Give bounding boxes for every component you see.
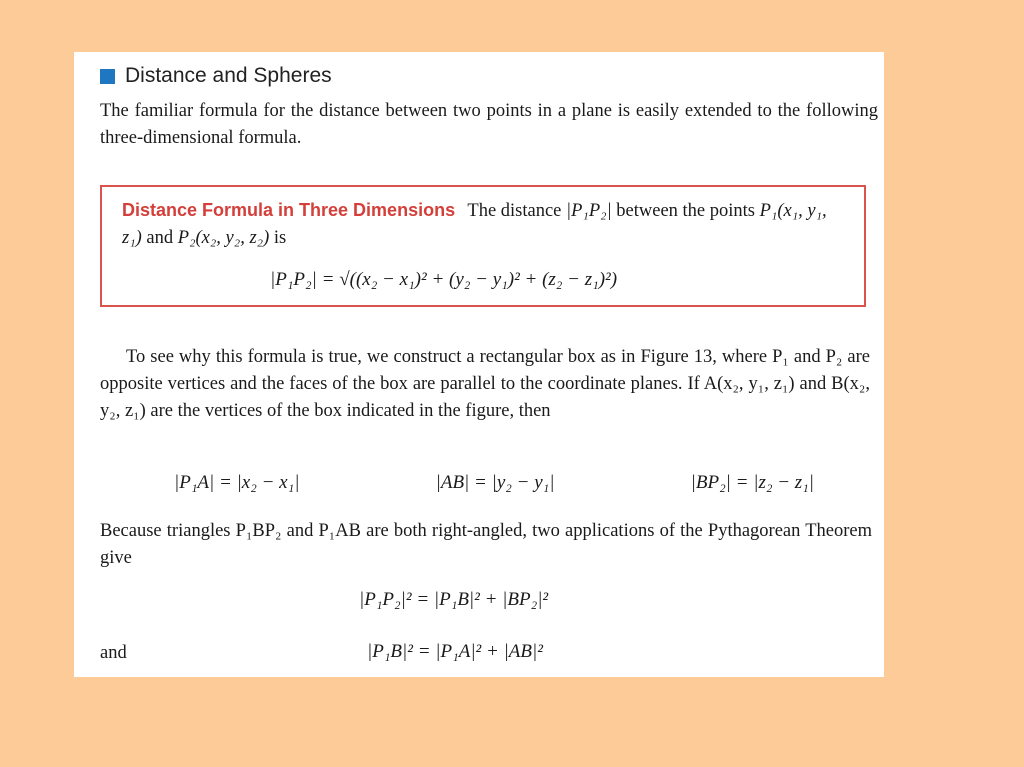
- box-text-3: and: [146, 228, 174, 248]
- box-text-1: The distance: [467, 201, 562, 221]
- explanation-text: To see why this formula is true, we construct a rectangular box as in Figure 13, where P₁ and P₂ are opposite vertices and the faces of the box are parallel to the coordinate planes. If A(x₂, y₁, z₁) and B(x₂, y₂, z₁) are the vertices of the box indicated in the figure, then: [100, 347, 870, 421]
- box-text-2: between the points: [616, 201, 755, 221]
- section-heading: [100, 64, 332, 88]
- and-label: and: [100, 643, 127, 663]
- equation-bp2: |BP₂| = |z₂ − z₁|: [690, 472, 814, 493]
- equation-p1a: |P₁A| = |x₂ − x₁|: [174, 472, 300, 493]
- section-square-icon: [100, 69, 115, 84]
- equation-ab: |AB| = |y₂ − y₁|: [435, 472, 555, 493]
- box-point-2: P₂(x₂, y₂, z₂): [177, 228, 270, 248]
- box-segment: |P₁P₂|: [566, 201, 612, 221]
- distance-formula-box: [100, 185, 866, 307]
- intro-paragraph: The familiar formula for the distance between two points in a plane is easily extended to the following three-dimensional formula.: [100, 101, 878, 148]
- textbook-page: [74, 52, 884, 677]
- box-point-1: P₁(x₁, y₁, z₁): [122, 201, 827, 248]
- pythagorean-equation-2: |P₁B|² = |P₁A|² + |AB|²: [367, 641, 543, 662]
- box-title: Distance Formula in Three Dimensions: [122, 200, 456, 220]
- edge-equations: [174, 472, 814, 494]
- pythagorean-equation-1: |P₁P₂|² = |P₁B|² + |BP₂|²: [359, 589, 549, 610]
- box-text-4: is: [273, 228, 287, 248]
- box-text: [122, 197, 842, 252]
- pythagorean-paragraph: Because triangles P₁BP₂ and P₁AB are both right-angled, two applications of the Pythagorean Theorem give: [100, 521, 872, 568]
- distance-formula: |P₁P₂| = √((x₂ − x₁)² + (y₂ − y₁)² + (z₂ − z₁)²): [270, 269, 618, 290]
- section-title: Distance and Spheres: [125, 64, 332, 87]
- explanation-paragraph: [100, 344, 870, 425]
